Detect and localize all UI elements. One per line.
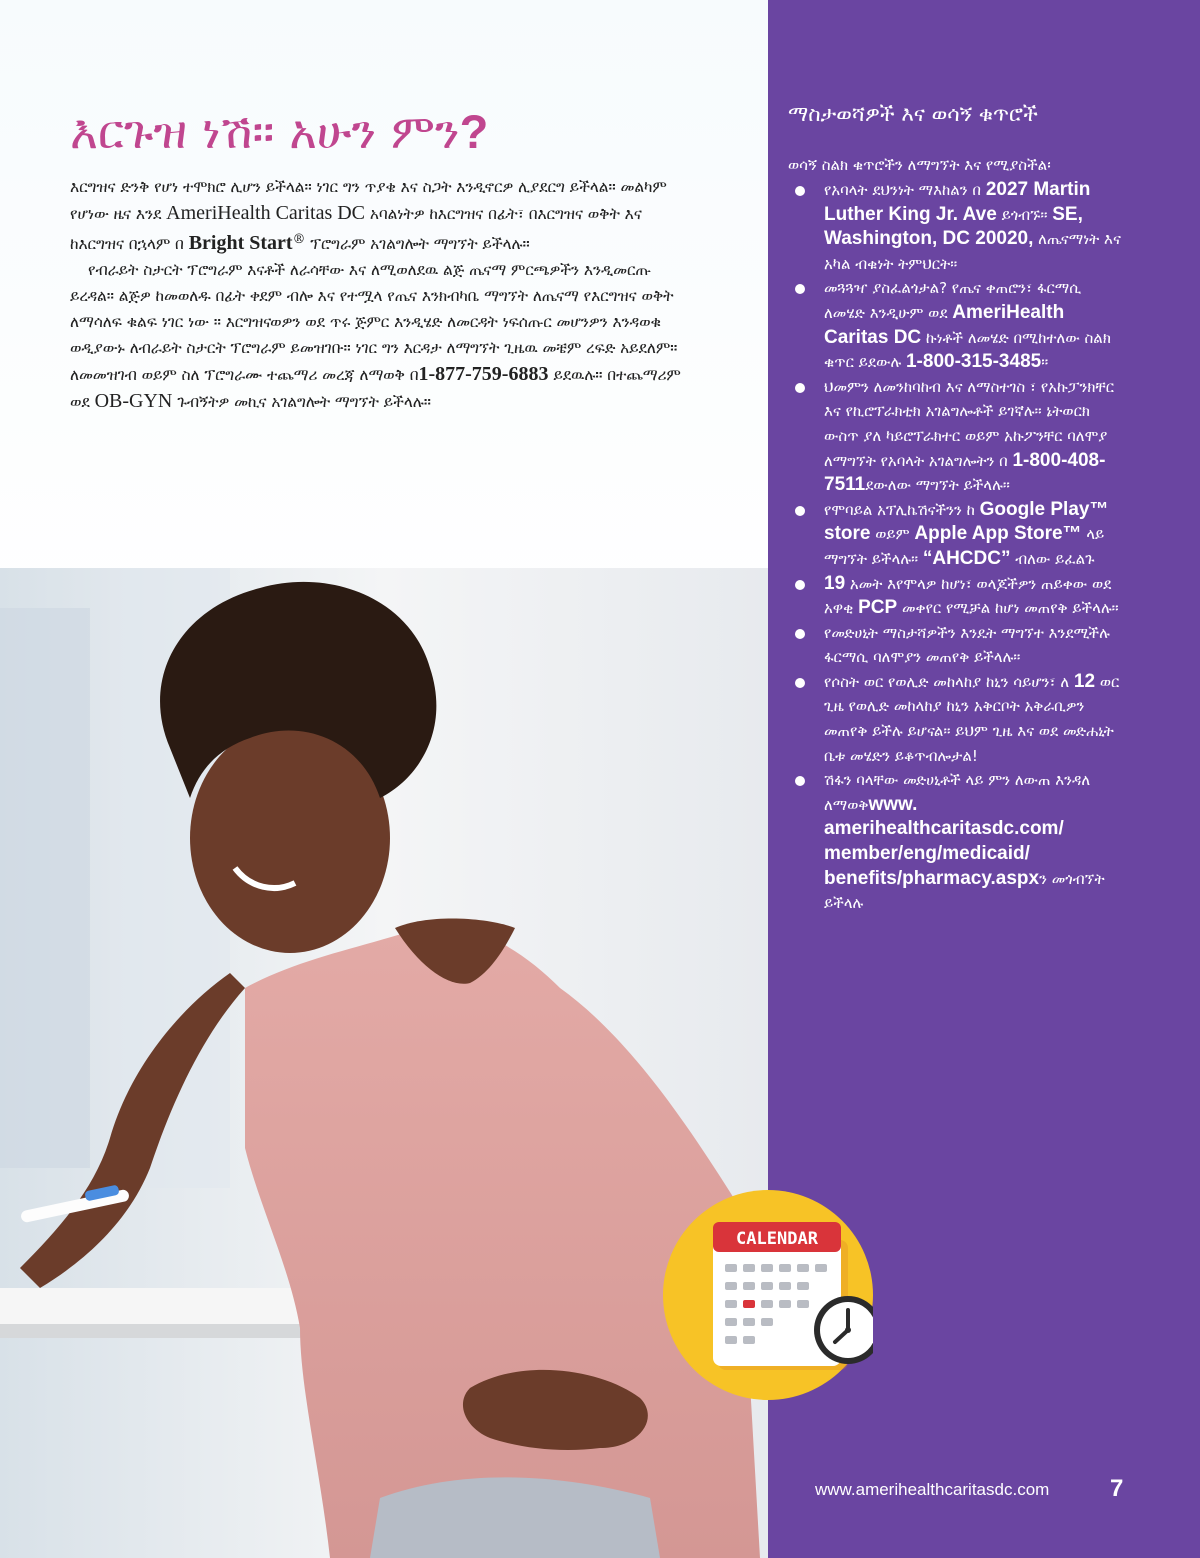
tip-text: መቀየር የሚቻል ከሆነ መጠየቅ ይችላሉ። xyxy=(897,599,1119,618)
google-play-store: Google Play™ store xyxy=(824,498,1109,545)
brand-name: AmeriHealth Caritas DC xyxy=(166,202,366,224)
tip-text: ደውለው ማግኘት ይችላሉ። xyxy=(865,476,1010,495)
calendar-clock-icon xyxy=(663,1190,873,1400)
page-number: 7 xyxy=(1110,1475,1124,1502)
tip-text: ወይም xyxy=(870,525,915,544)
tip-pharmacy-link xyxy=(793,768,1123,916)
tip-transportation xyxy=(793,276,1123,374)
bullet xyxy=(795,580,805,590)
tip-text: ሽፋን ባላቸው መድሀኒቶች ላይ ምን ለውጠ እንዳለ ለማወቅ xyxy=(824,771,1091,814)
bullet xyxy=(795,383,805,393)
tip-text: የሞባይል አፕሊኬሽናችንን ከ xyxy=(824,500,980,519)
p1-text-b: አባልነትዎ ከእርግዝና በፊት፣ በእርግዝና ወቅት እና ከእርግዝና በኋላም በ xyxy=(70,205,642,254)
tip-wellness-center xyxy=(793,178,1123,276)
bullet xyxy=(795,506,805,516)
bullet xyxy=(795,186,805,196)
tip-text: ለጤናማነት እና አካል ብቁነት ትምህርት። xyxy=(824,230,1121,273)
page-title xyxy=(70,100,730,165)
bright-start-phone: 1-877-759-6883 xyxy=(418,363,549,386)
tip-text: ህመምን ለመንከባከብ እና ለማስተገስ ፣ የአኩፓንክቸር እና የኪሮፕራክቲክ አገልግሎቶች ይገኛሉ። ኔትወርክ ውስጥ ያለ ካይሮፕራክተር ወይም አኩፖንቸር ባለሞያ ለማግኘት የአባላት አገልግሎትን በ xyxy=(824,377,1115,470)
tip-text: የአባላት ደህንነት ማእከልን በ xyxy=(824,181,986,199)
tip-mobile-app xyxy=(793,498,1123,572)
member-services-phone: 1-800-408-7511 xyxy=(824,449,1106,496)
tip-text: ይጎብኙ። xyxy=(996,205,1053,224)
program-name: Bright Start xyxy=(188,232,293,255)
center-address: 2027 Martin Luther King Jr. Ave xyxy=(824,179,1091,225)
sidebar-title: ማስታወሻዎች እና ወሳኝ ቁጥሮች xyxy=(788,102,1038,126)
paragraph-2 xyxy=(70,257,690,415)
bullet xyxy=(795,629,805,639)
tip-text: ብለው ይፈልጉ xyxy=(1010,549,1095,568)
tip-adult-pcp xyxy=(793,572,1123,621)
p2-text-b: ይደዉሉ። በተጨማሪም ወደ xyxy=(70,366,681,412)
brand-name: AmeriHealth Caritas DC xyxy=(824,301,1065,348)
bullet xyxy=(795,678,805,688)
tip-text: የሶስት ወር የወሊድ መከላከያ ከኒን ሳይሆን፣ ለ xyxy=(824,672,1074,691)
headline-question-mark: ? xyxy=(459,105,489,158)
tip-text: ። xyxy=(1041,353,1049,372)
tip-text: ላይ ማግኘት ይችላሉ። xyxy=(824,525,1105,568)
paragraph-1 xyxy=(70,174,690,257)
footer-website-link[interactable]: www.amerihealthcaritasdc.com xyxy=(815,1480,1050,1499)
months-number: 12 xyxy=(1073,670,1096,692)
calendar-badge xyxy=(663,1190,873,1400)
p2-text-a: የብራይት ስታርት ፕሮግራም እናቶች ለራሳቸው እና ለሚወለደዉ ልጅ ጤናማ ምርጫዎችን እንዲመርጡ ይረዳል። ልጅዎ ከመወለዱ በፊት ቀደም ብሎ እና የተሟላ የጤና እንክብካቤ ማግኘት ለጤናማ የእርግዝና ወቅት ለማሳለፍ ቁልፍ ነገር ነው ። እርግዝናወዎን ወደ ጥሩ ጅምር እንዲሄድ ለመርዳት ነፍሰጡር መሆንዎን እንዳወቁ ወዲያውኑ ለብራይት ስታርት ፕሮግራም ይመዝገቡ። ነገር ግን እርዳታ ለማግኘት ጊዜዉ መቼም ረፍድ አይደለም። ለመመዝገብ ወይም ስለ ፕሮግራሙ ተጨማሪ መረጃ ለማወቅ በ xyxy=(70,261,678,385)
tips-list xyxy=(793,178,1123,916)
p1-text-c: ፕሮግራም አገልግሎት ማግኘት ይችላሉ። xyxy=(305,235,530,254)
pharmacy-benefits-link[interactable]: www. amerihealthcaritasdc.com/ member/eng/medicaid/ benefits/pharmacy.aspx xyxy=(824,793,1064,889)
transportation-phone: 1-800-315-3485 xyxy=(905,351,1042,373)
article-body xyxy=(70,174,690,415)
photo-illustration xyxy=(0,568,768,1558)
calendar-label: CALENDAR xyxy=(736,1229,818,1249)
registered-mark: ® xyxy=(292,232,306,247)
tip-text: ን መጎብኘት ይችላሉ xyxy=(824,869,1105,913)
woman-pregnancy-test-photo xyxy=(0,568,768,1558)
tip-text: የመድሀኒት ማስታሻዎችን እንዴት ማግኘተ እንደሚችሉ ፋርማሲ ባለሞያን መጠየቅ ይችላሉ። xyxy=(824,623,1110,667)
tip-text: ወር ጊዜ የወሊድ መከላከያ ከኒን አቅርቦት አቅራቢዎን መጠየቅ ይችሉ ይሆናል። ይህም ጊዜ እና ወደ መድሐኒት ቤቱ መሄድን ይቆጥብሎታል! xyxy=(824,672,1120,765)
apple-app-store: Apple App Store™ xyxy=(914,523,1082,545)
bullet xyxy=(795,284,805,294)
tip-text: አመት እየሞላዎ ከሆነ፣ ወላጆችዎን ጠይቀው ወደ አዋቂ xyxy=(824,574,1112,618)
p2-text-c: ጉብኝትዎ መኪና አገልግሎት ማግኘት ይችላሉ። xyxy=(172,393,431,412)
age-number: 19 xyxy=(824,572,846,594)
tip-text: ኩነቶች ለመሄድ በሚከተለው ስልክ ቁጥር ይደውሉ xyxy=(824,328,1111,372)
obgyn-label: OB-GYN xyxy=(94,390,173,413)
headline-text: እርጉዝ ነሽ። አሁን ምን xyxy=(70,105,460,160)
app-search-term: “AHCDC” xyxy=(922,547,1011,569)
tip-text: መጓጓዣ ያስፈልጎታል? የጤና ቀጠሮን፣ ፋርማሲ ለመሄድ እንዲሁም ወደ xyxy=(824,279,1082,322)
tip-pain-care xyxy=(793,375,1123,498)
bullet xyxy=(795,776,805,786)
p1-text-a: እርግዝና ድንቅ የሆነ ተሞክሮ ሊሆን ይችላል። ነገር ግን ጥያቄ እና ስጋት እንዲኖርዎ ሊያደርግ ይችላል። መልካም የሆነው ዜና እንደ xyxy=(70,178,667,223)
tip-birth-control xyxy=(793,670,1123,768)
sidebar-intro: ወሳኝ ስልክ ቁጥሮችን ለማግኘት እና የሚያስችል፡ xyxy=(788,156,1051,174)
tip-pharmacist xyxy=(793,621,1123,670)
center-city: SE, Washington, DC 20020, xyxy=(824,203,1083,250)
pcp-label: PCP xyxy=(858,597,898,619)
